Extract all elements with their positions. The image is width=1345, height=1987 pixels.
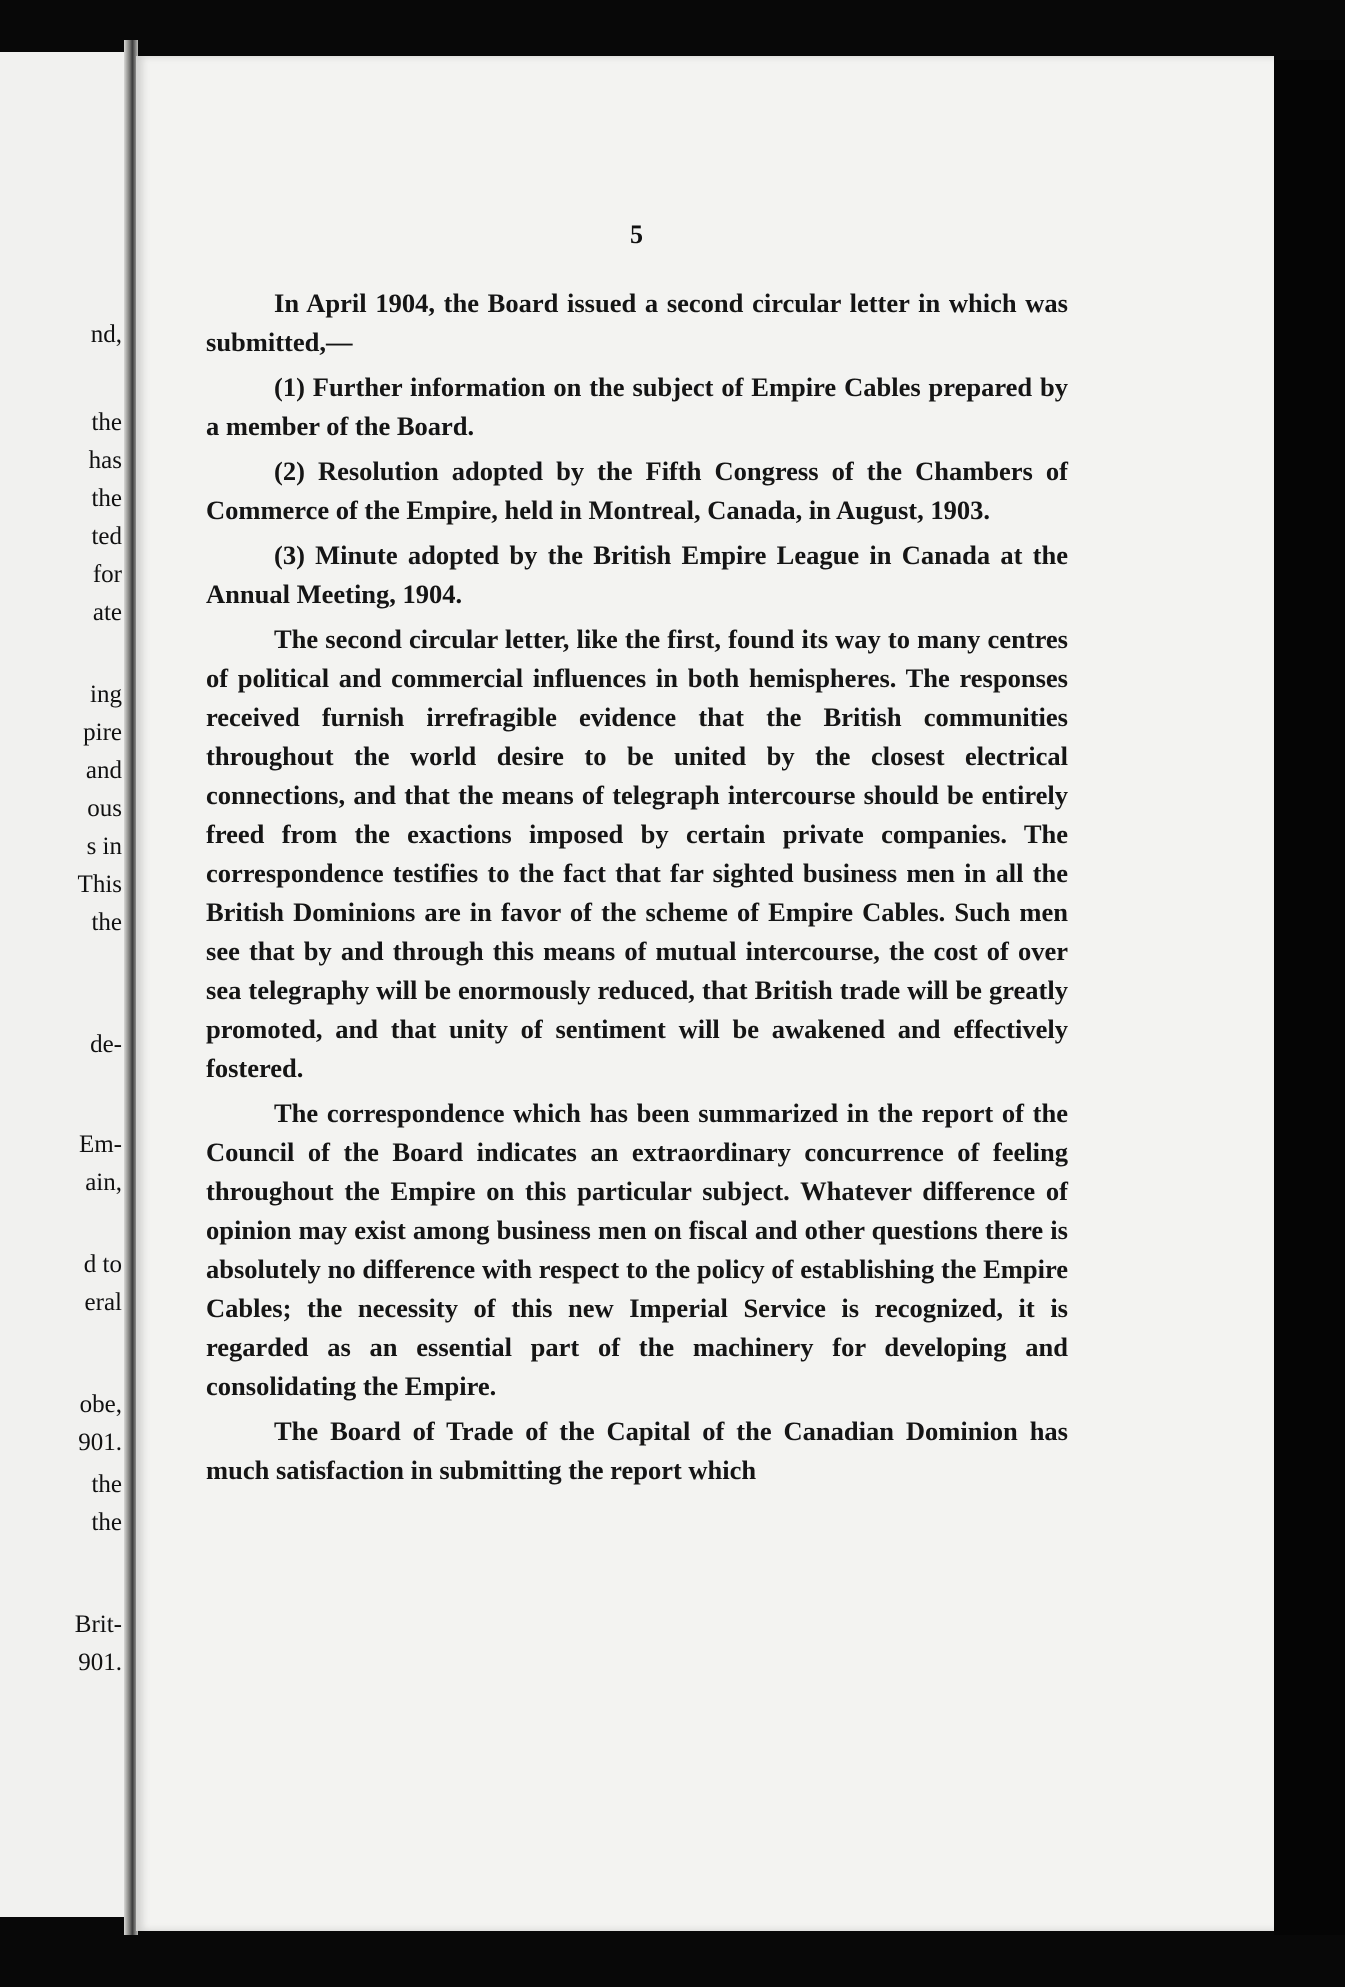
left-fragment: ted — [91, 523, 122, 550]
left-fragment: eral — [84, 1289, 122, 1316]
paragraph-intro: In April 1904, the Board issued a second circular letter in which was submitted,— — [206, 288, 1068, 357]
left-fragment: ing — [90, 681, 122, 708]
page-number: 5 — [630, 220, 643, 249]
left-fragment: has — [88, 447, 122, 474]
left-fragment: the — [91, 409, 122, 436]
left-fragment: for — [92, 561, 122, 588]
left-fragment: pire — [83, 719, 122, 746]
left-fragment: s in — [86, 833, 122, 860]
left-fragment: Em- — [78, 1131, 122, 1158]
left-page-fragments — [2, 52, 122, 1917]
paragraph-item-1: (1) Further information on the subject of Empire Cables prepared by a member of the Board. — [206, 372, 1068, 441]
left-fragment: ous — [87, 795, 122, 822]
left-fragment: and — [85, 757, 122, 784]
left-fragment: de- — [90, 1031, 122, 1058]
left-fragment: the — [91, 909, 122, 936]
left-fragment: d to — [83, 1251, 122, 1278]
left-fragment: nd, — [90, 321, 122, 348]
paragraph-submission: The Board of Trade of the Capital of the Canadian Dominion has much satisfaction in submitting the report which — [206, 1416, 1068, 1485]
right-page-edge — [1274, 60, 1345, 1935]
left-fragment: the — [91, 1509, 122, 1536]
page-body — [206, 284, 1068, 1496]
left-fragment: 901. — [78, 1429, 122, 1456]
left-fragment: obe, — [79, 1391, 122, 1418]
paragraph-responses: The second circular letter, like the first, found its way to many centres of political and commercial influences in both hemispheres. The responses received furnish irrefragible evidence that the British communities throughout the world desire to be united by the closest electrical connections, and that the means of telegraph intercourse should be entirely freed from the exactions imposed by certain private companies. The correspondence testifies to the fact that far sighted business men in all the British Dominions are in favor of the scheme of Empire Cables. Such men see that by and through this means of mutual intercourse, the cost of over sea telegraphy will be enormously reduced, that British trade will be greatly promoted, and that unity of sentiment will be awakened and effectively fostered. — [206, 624, 1068, 1083]
paragraph-correspondence: The correspondence which has been summarized in the report of the Council of the Board indicates an extraordinary concurrence of feeling throughout the Empire on this particular subject. Whatever difference of opinion may exist among business men on fiscal and other questions there is absolutely no difference with respect to the policy of establishing the Empire Cables; the necessity of this new Imperial Service is recognized, it is regarded as an essential part of the machinery for developing and consolidating the Empire. — [206, 1098, 1068, 1401]
left-page — [0, 52, 128, 1917]
paragraph-item-3: (3) Minute adopted by the British Empire League in Canada at the Annual Meeting, 1904. — [206, 540, 1068, 609]
left-fragment: 901. — [78, 1649, 122, 1676]
paragraph-item-2: (2) Resolution adopted by the Fifth Congress of the Chambers of Commerce of the Empire, held in Montreal, Canada, in August, 1903. — [206, 456, 1068, 525]
left-fragment: This — [77, 871, 122, 898]
left-fragment: ate — [92, 599, 122, 626]
left-fragment: the — [91, 485, 122, 512]
left-fragment: Brit- — [74, 1611, 122, 1638]
left-fragment: the — [91, 1471, 122, 1498]
left-fragment: ain, — [85, 1169, 122, 1196]
